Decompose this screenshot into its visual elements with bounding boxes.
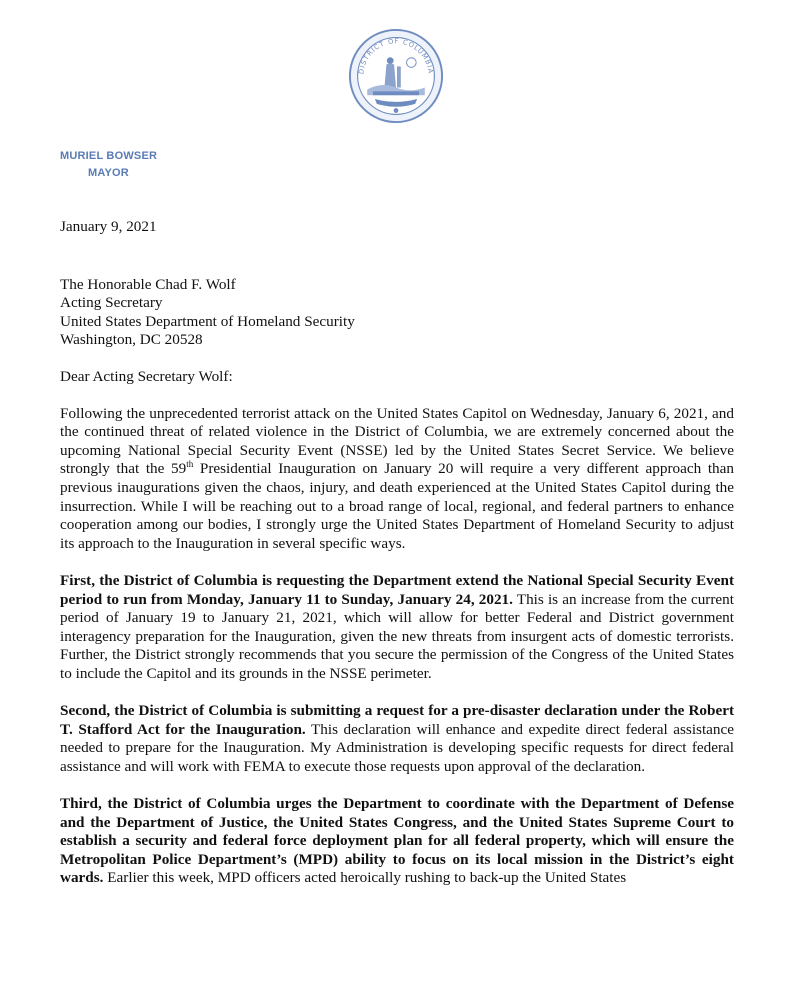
third-request-bold: Third, the District of Columbia urges the Department to coordinate with the Department of Defense and the Department of Justice, the United States Congress, and the United States Supreme Court to establish a security and federal force deployment plan for all federal property, which will ensure the Metropolitan Police Department’s (MPD) ability to focus on its local mission in the District’s eight wards.: [60, 795, 734, 887]
district-of-columbia-seal: [348, 28, 444, 124]
ordinal-superscript: th: [186, 459, 194, 470]
first-request-text: This is an increase from the current period of January 19 to January 21, 2021, which will allow for better Federal and District government interagency preparation for the Inauguration, given the new threats from insurgent acts of domestic terrorists. Further, the District strongly recommends that you secure the permission of the Congress of the United States to include the Capitol and its grounds in the NSSE perimeter.: [60, 590, 734, 682]
paragraph-second-request: [60, 702, 734, 776]
paragraph-intro-part-a: Following the unprecedented terrorist attack on the United States Capitol on Wednesday, January 6, 2021, and the continued threat of related violence in the District of Columbia, we are extremely concerned about the upcoming National Special Security Event (NSSE) led by the United States Secret Service. We believe strongly that the 59: [60, 404, 734, 478]
recipient-name: The Honorable Chad F. Wolf: [60, 275, 236, 293]
recipient-title: Acting Secretary: [60, 294, 163, 312]
mayor-title: MAYOR: [88, 167, 129, 179]
letter-body: [60, 218, 734, 907]
paragraph-intro-part-b: Presidential Inauguration on January 20 will require a very different approach than previous inaugurations given the chaos, injury, and death experienced at the United States Capitol during the insurrection. While I will be reaching out to a broad range of local, regional, and federal partners to enhance cooperation among our bodies, I strongly urge the United States Department of Homeland Security to adjust its approach to the Inauguration in several specific ways.: [60, 460, 734, 552]
second-request-bold: Second, the District of Columbia is submitting a request for a pre-disaster declaration under the Robert T. Stafford Act for the Inauguration.: [60, 702, 734, 738]
paragraph-first-request: [60, 572, 734, 684]
second-request-text: This declaration will enhance and expedite direct federal assistance needed to prepare for the Inauguration. My Administration is developing specific requests for direct federal assistance and will work with FEMA to execute those requests upon approval of the declaration.: [60, 720, 734, 775]
recipient-department: United States Department of Homeland Security: [60, 312, 355, 330]
letterhead: [60, 148, 157, 182]
first-request-bold: First, the District of Columbia is requesting the Department extend the National Special Security Event period to run from Monday, January 11 to Sunday, January 24, 2021.: [60, 571, 734, 608]
paragraph-third-request: [60, 795, 734, 888]
letter-date: January 9, 2021: [60, 218, 157, 235]
recipient-city: Washington, DC 20528: [60, 331, 203, 349]
salutation: Dear Acting Secretary Wolf:: [60, 367, 233, 385]
third-request-text: Earlier this week, MPD officers acted heroically rushing to back-up the United States: [103, 869, 627, 887]
seal-text: DISTRICT OF COLUMBIA: [357, 37, 435, 75]
recipient-address: [60, 276, 734, 350]
mayor-name: MURIEL BOWSER: [60, 150, 158, 162]
paragraph-intro: [60, 405, 734, 554]
